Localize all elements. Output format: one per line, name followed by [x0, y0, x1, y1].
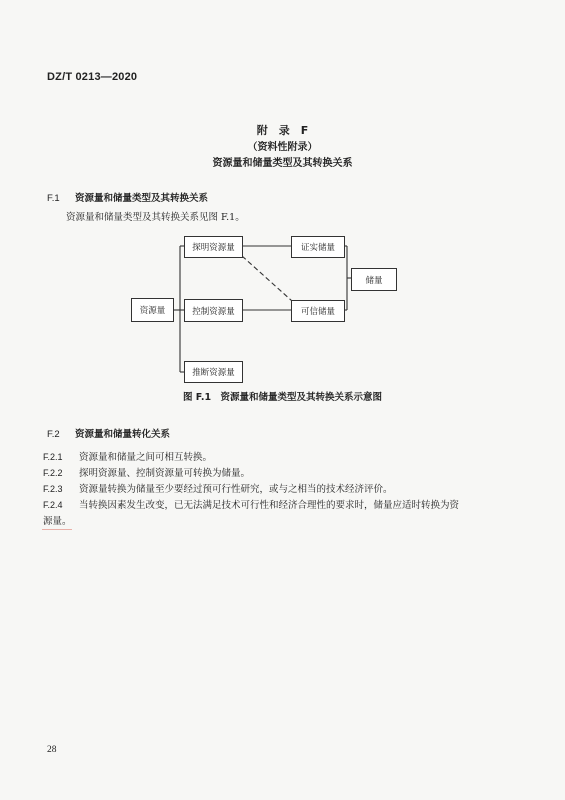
box-measured-resource: 探明资源量: [184, 236, 243, 258]
box-indicated-resource: 控制资源量: [184, 299, 243, 322]
box-proved-reserve: 证实储量: [291, 236, 345, 258]
clause-text: 源量。: [43, 516, 72, 527]
section-heading-f2: [47, 426, 170, 440]
clause-item: [43, 449, 212, 463]
clause-continuation: [43, 513, 72, 527]
clause-item: [43, 481, 393, 495]
box-probable-reserve: 可信储量: [291, 300, 345, 322]
clause-number: F.2.2: [43, 468, 63, 478]
section-title: 资源量和储量转化关系: [75, 429, 171, 440]
section-title: 资源量和储量类型及其转换关系: [75, 193, 209, 204]
margin-mark: [42, 529, 72, 530]
section-number: F.2: [47, 429, 60, 440]
appendix-subtitle: （资料性附录）: [247, 142, 318, 153]
page-number: 28: [47, 745, 57, 755]
clause-text: 探明资源量、控制资源量可转换为储量。: [79, 468, 251, 479]
figure-caption: 图 F.1 资源量和储量类型及其转换关系示意图: [182, 392, 383, 403]
clause-number: F.2.4: [43, 500, 63, 510]
section-number: F.1: [47, 193, 60, 204]
clause-number: F.2.3: [43, 484, 63, 494]
box-resource: 资源量: [131, 298, 174, 322]
appendix-title: 附 录 F: [256, 124, 309, 137]
box-reserve: 储量: [351, 268, 397, 291]
appendix-name: 资源量和储量类型及其转换关系: [212, 158, 353, 169]
clause-item: [43, 497, 459, 511]
box-inferred-resource: 推断资源量: [184, 361, 243, 383]
document-code: DZ/T 0213—2020: [47, 71, 138, 83]
clause-text: 资源量和储量之间可相互转换。: [79, 452, 213, 463]
clause-item: [43, 465, 250, 479]
section-paragraph: 资源量和储量类型及其转换关系见图 F.1。: [66, 212, 245, 223]
clause-number: F.2.1: [43, 452, 63, 462]
clause-text: 资源量转换为储量至少要经过预可行性研究，或与之相当的技术经济评价。: [79, 484, 393, 495]
clause-text: 当转换因素发生改变，已无法满足技术可行性和经济合理性的要求时，储量应适时转换为资: [79, 500, 460, 511]
